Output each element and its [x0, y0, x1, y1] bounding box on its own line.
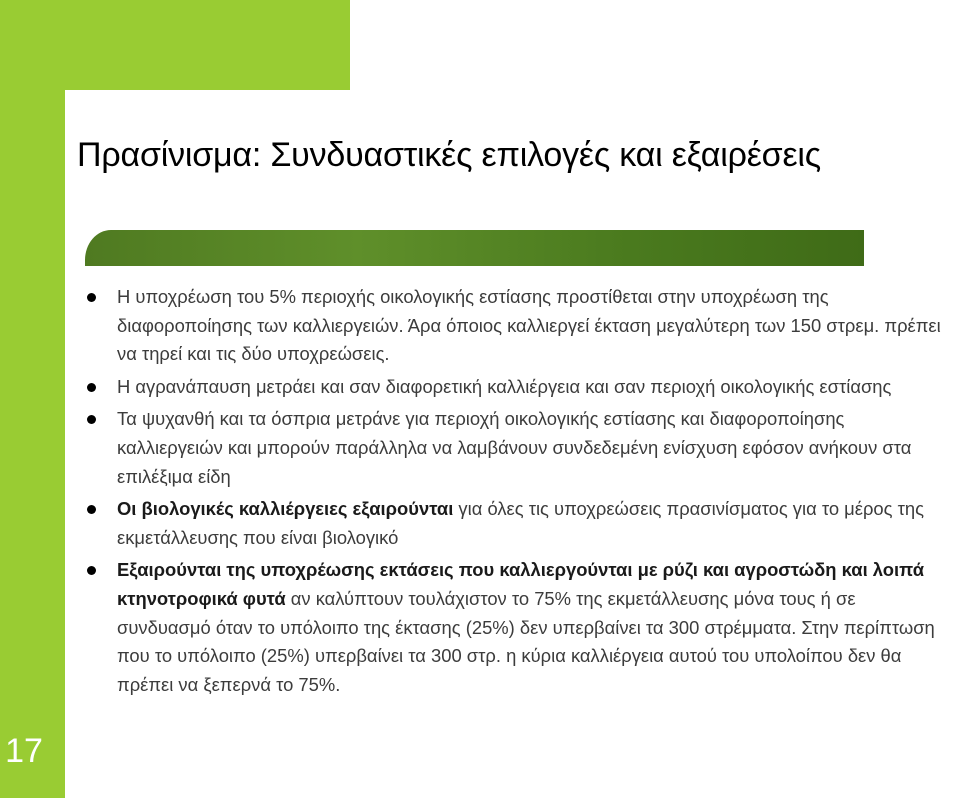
title-divider-bar	[85, 230, 864, 266]
bullet-dot-icon	[87, 383, 96, 392]
bullet-text: αν καλύπτουν τουλάχιστον το 75% της εκμετάλλευσης μόνα τους ή σε συνδυασμό όταν το υπόλοιπο της έκτασης (25%) δεν υπερβαίνει τα 300 στρέμματα. Στην περίπτωση που το υπόλοιπο (25%) υπερβαίνει τα 300 στρ. η κύρια καλλιέργεια αυτού του υπολοίπου δεν θα πρέπει να ξεπερνά το 75%.	[117, 587, 935, 695]
bullet-item	[84, 405, 952, 491]
bullet-list	[84, 283, 952, 699]
bullet-text: Η υποχρέωση του 5% περιοχής οικολογικής εστίασης προστίθεται στην υποχρέωση της διαφοροποίησης των καλλιεργειών. Άρα όποιος καλλιεργεί έκταση μεγαλύτερη των 150 στρεμ. πρέπει να τηρεί και τις δύο υποχρεώσεις.	[117, 286, 941, 365]
bullet-item	[84, 495, 952, 552]
bullet-item	[84, 373, 952, 402]
bullet-text: Η αγρανάπαυση μετράει και σαν διαφορετική καλλιέργεια και σαν περιοχή οικολογικής εστίασης	[117, 375, 892, 397]
bullet-item	[84, 556, 952, 699]
bullet-text: για όλες τις υποχρεώσεις πρασινίσματος για το μέρος της εκμετάλλευσης που είναι βιολογικό	[117, 498, 924, 548]
bullet-text: Τα ψυχανθή και τα όσπρια μετράνε για περιοχή οικολογικής εστίασης και διαφοροποίησης καλλιεργειών και μπορούν παράλληλα να λαμβάνουν συνδεδεμένη ενίσχυση εφόσον ανήκουν στα επιλέξιμα είδη	[117, 408, 912, 487]
slide-number: 17	[5, 732, 43, 770]
bullet-bold-text: Εξαιρούνται της υποχρέωσης εκτάσεις που καλλιεργούνται με ρύζι και αγροστώδη και λοιπά κτηνοτροφικά φυτά	[117, 559, 925, 609]
bullet-dot-icon	[87, 293, 96, 302]
bullet-bold-text: Οι βιολογικές καλλιέργειες εξαιρούνται	[117, 498, 454, 520]
bullet-dot-icon	[87, 566, 96, 575]
slide-title: Πρασίνισμα: Συνδυαστικές επιλογές και εξαιρέσεις	[77, 136, 821, 174]
bullet-dot-icon	[87, 415, 96, 424]
accent-bar-left	[0, 0, 65, 798]
bullet-item	[84, 283, 952, 369]
bullet-dot-icon	[87, 505, 96, 514]
